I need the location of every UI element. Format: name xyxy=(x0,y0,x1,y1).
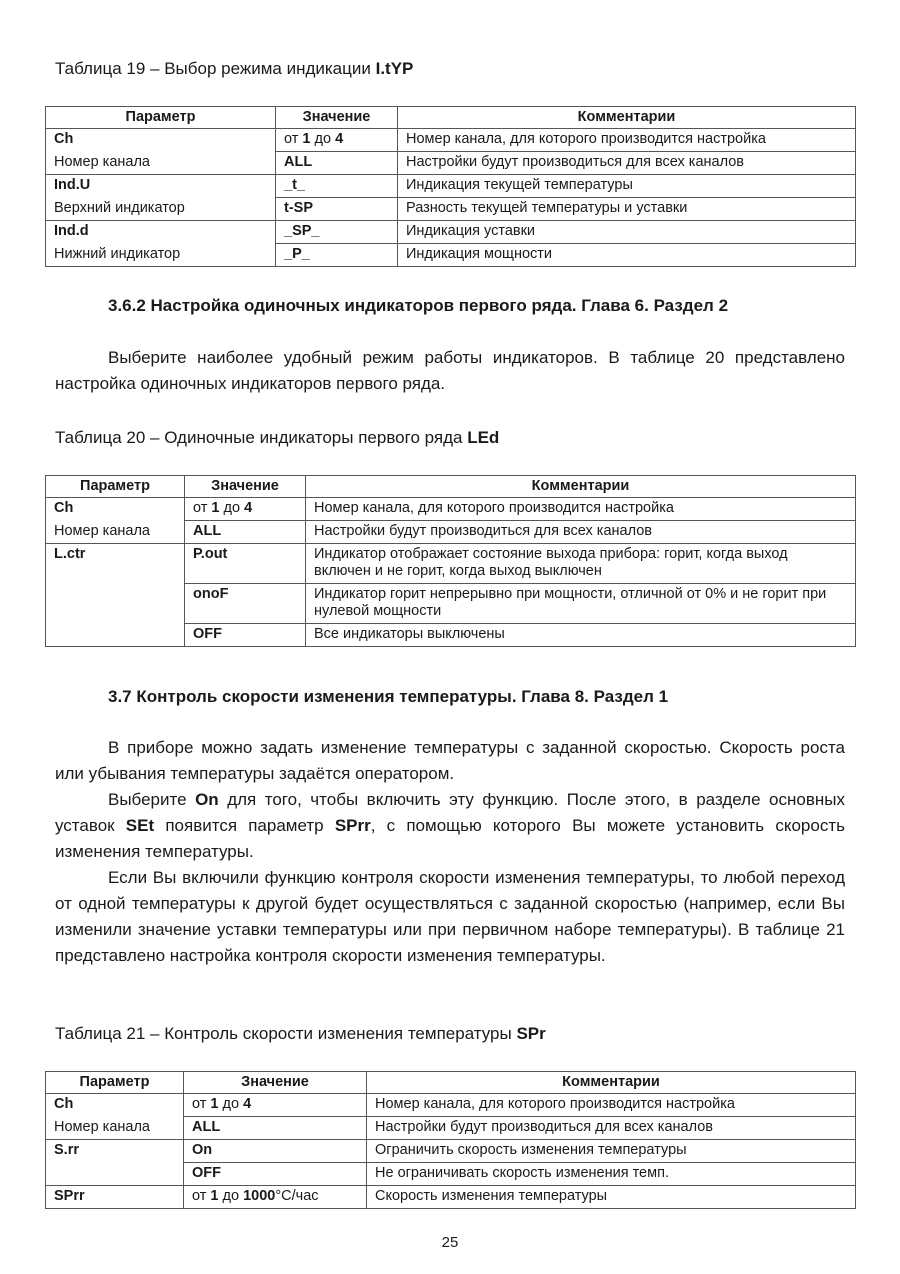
table-row xyxy=(46,584,856,624)
value-cell xyxy=(185,584,306,624)
param-cell xyxy=(46,175,276,198)
text: , с помощью которого Вы можете установить скорость изменения температуры. xyxy=(55,816,845,861)
table21 xyxy=(45,1071,856,1209)
value-cell xyxy=(276,175,398,198)
table-row xyxy=(46,1140,856,1163)
table-row xyxy=(46,1163,856,1186)
page-number: 25 xyxy=(441,1234,459,1251)
param-code: Ind.U xyxy=(54,177,91,193)
param-code: SPrr xyxy=(54,1188,85,1204)
comment-cell: Индикатор горит непрерывно при мощности, отличной от 0% и не горит при нулевой мощности xyxy=(306,584,856,624)
table-row xyxy=(46,152,856,175)
caption-code: LEd xyxy=(467,428,500,447)
comment-cell: Настройки будут производиться для всех каналов xyxy=(306,521,856,544)
column-header: Значение xyxy=(184,1072,367,1094)
table21-caption xyxy=(55,1024,546,1044)
param-cell xyxy=(46,198,276,221)
comment-cell: Номер канала, для которого производится настройка xyxy=(306,498,856,521)
param-code: Ch xyxy=(54,1096,74,1112)
param-cell xyxy=(46,1140,184,1163)
param-cell xyxy=(46,129,276,152)
table-row xyxy=(46,1094,856,1117)
param-name: Номер канала xyxy=(54,153,150,170)
comment-cell: Не ограничивать скорость изменения темп. xyxy=(367,1163,856,1186)
param-cell xyxy=(46,244,276,267)
header-row xyxy=(46,476,856,498)
caption-text: Таблица 19 – Выбор режима индикации xyxy=(55,59,376,78)
value-cell xyxy=(185,544,306,584)
value-cell xyxy=(185,521,306,544)
bold-text: On xyxy=(195,790,219,809)
table-row xyxy=(46,198,856,221)
bold-text: 1 xyxy=(302,131,311,147)
param-cell xyxy=(46,521,185,544)
value-cell xyxy=(185,498,306,521)
param-cell xyxy=(46,624,185,647)
table-row xyxy=(46,244,856,267)
column-header: Значение xyxy=(185,476,306,498)
table-row xyxy=(46,175,856,198)
comment-cell: Скорость изменения температуры xyxy=(367,1186,856,1209)
param-code: S.rr xyxy=(54,1142,79,1158)
bold-text: _t_ xyxy=(284,177,305,193)
table-row xyxy=(46,1117,856,1140)
table-row xyxy=(46,129,856,152)
param-cell xyxy=(46,152,276,175)
bold-text: 1 xyxy=(210,1188,219,1204)
bold-text: P.out xyxy=(193,546,228,562)
bold-text: 4 xyxy=(244,500,253,516)
section-37-body xyxy=(55,735,845,969)
comment-cell: Номер канала, для которого производится настройка xyxy=(367,1094,856,1117)
comment-cell: Индикация текущей температуры xyxy=(398,175,856,198)
column-header: Комментарии xyxy=(367,1072,856,1094)
header-row xyxy=(46,107,856,129)
table19-caption xyxy=(55,59,413,79)
bold-text: On xyxy=(192,1142,213,1158)
bold-text: SEt xyxy=(125,816,155,835)
caption-text: Таблица 20 – Одиночные индикаторы первого ряда xyxy=(55,428,468,447)
table19 xyxy=(45,106,856,267)
param-cell xyxy=(46,221,276,244)
table20-caption xyxy=(55,428,499,448)
caption-code: SPr xyxy=(516,1024,546,1043)
header-row xyxy=(46,1072,856,1094)
param-cell xyxy=(46,1094,184,1117)
text: Выберите xyxy=(108,790,196,809)
param-cell xyxy=(46,1163,184,1186)
paragraph: Выберите наиболее удобный режим работы индикаторов. В таблице 20 представлено настройка одиночных индикаторов первого ряда. xyxy=(55,348,845,393)
value-cell xyxy=(276,244,398,267)
param-code: Ch xyxy=(54,131,74,147)
section-37-heading: 3.7 Контроль скорости изменения температуры. Глава 8. Раздел 1 xyxy=(108,687,669,706)
column-header: Комментарии xyxy=(306,476,856,498)
comment-cell: Номер канала, для которого производится настройка xyxy=(398,129,856,152)
table-row xyxy=(46,221,856,244)
comment-cell: Разность текущей температуры и уставки xyxy=(398,198,856,221)
table-row xyxy=(46,624,856,647)
text: от xyxy=(284,131,303,147)
comment-cell: Настройки будут производиться для всех каналов xyxy=(398,152,856,175)
comment-cell: Индикация уставки xyxy=(398,221,856,244)
bold-text: 4 xyxy=(243,1096,252,1112)
text: до xyxy=(310,131,336,147)
value-cell xyxy=(276,221,398,244)
value-cell xyxy=(184,1117,367,1140)
value-cell xyxy=(185,624,306,647)
column-header: Комментарии xyxy=(398,107,856,129)
param-cell xyxy=(46,584,185,624)
bold-text: ALL xyxy=(284,154,313,170)
bold-text: OFF xyxy=(193,626,222,642)
text: В приборе можно задать изменение температуры с заданной скоростью. Скорость роста или убывания температуры задаётся оператором. xyxy=(55,738,845,783)
value-cell xyxy=(276,129,398,152)
value-cell xyxy=(276,152,398,175)
text: от xyxy=(192,1188,211,1204)
value-cell xyxy=(276,198,398,221)
text: от xyxy=(193,500,212,516)
param-code: L.ctr xyxy=(54,546,86,562)
paragraph xyxy=(55,865,845,969)
caption-text: Таблица 21 – Контроль скорости изменения температуры xyxy=(55,1024,517,1043)
table20 xyxy=(45,475,856,647)
param-name: Нижний индикатор xyxy=(54,245,181,262)
text: до xyxy=(218,1188,244,1204)
bold-text: ALL xyxy=(193,523,222,539)
table-row xyxy=(46,498,856,521)
bold-text: onoF xyxy=(193,586,229,602)
bold-text: t-SP xyxy=(284,200,313,216)
param-name: Номер канала xyxy=(54,522,150,539)
param-code: Ch xyxy=(54,500,74,516)
text: Если Вы включили функцию контроля скорости изменения температуры, то любой переход от одной температуры к другой будет осуществляться с заданной скоростью (например, если Вы изменили значение уставки температуры или при первичном наборе температуры). В таблице 21 представлено настройка контроля скорости изменения температуры. xyxy=(55,868,845,965)
comment-cell: Индикация мощности xyxy=(398,244,856,267)
bold-text: 1 xyxy=(211,500,220,516)
comment-cell: Все индикаторы выключены xyxy=(306,624,856,647)
param-cell xyxy=(46,544,185,584)
comment-cell: Ограничить скорость изменения температуры xyxy=(367,1140,856,1163)
param-name: Верхний индикатор xyxy=(54,199,185,216)
text: до xyxy=(219,500,245,516)
table-row xyxy=(46,544,856,584)
comment-cell: Настройки будут производиться для всех каналов xyxy=(367,1117,856,1140)
column-header: Значение xyxy=(276,107,398,129)
bold-text: _SP_ xyxy=(284,223,320,239)
text: появится параметр xyxy=(154,816,335,835)
section-362-paragraph xyxy=(55,345,845,397)
bold-text: 1000 xyxy=(243,1188,276,1204)
value-cell xyxy=(184,1094,367,1117)
value-cell xyxy=(184,1186,367,1209)
table-row xyxy=(46,521,856,544)
paragraph xyxy=(55,735,845,787)
comment-cell: Индикатор отображает состояние выхода прибора: горит, когда выход включен и не горит, когда выход выключен xyxy=(306,544,856,584)
column-header: Параметр xyxy=(46,476,185,498)
bold-text: 1 xyxy=(210,1096,219,1112)
bold-text: OFF xyxy=(192,1165,221,1181)
bold-text: 4 xyxy=(335,131,344,147)
paragraph xyxy=(55,787,845,865)
param-name: Номер канала xyxy=(54,1118,150,1135)
text: от xyxy=(192,1096,211,1112)
text: °С/час xyxy=(275,1188,319,1204)
table-row xyxy=(46,1186,856,1209)
param-code: Ind.d xyxy=(54,223,89,239)
param-cell xyxy=(46,498,185,521)
bold-text: SPrr xyxy=(334,816,371,835)
text: до xyxy=(218,1096,244,1112)
section-362-heading: 3.6.2 Настройка одиночных индикаторов первого ряда. Глава 6. Раздел 2 xyxy=(108,296,729,315)
text: для того, чтобы включить эту функцию. После этого, в разделе основных уставок xyxy=(55,790,845,835)
bold-text: _P_ xyxy=(284,246,310,262)
bold-text: ALL xyxy=(192,1119,221,1135)
column-header: Параметр xyxy=(46,1072,184,1094)
value-cell xyxy=(184,1140,367,1163)
value-cell xyxy=(184,1163,367,1186)
column-header: Параметр xyxy=(46,107,276,129)
param-cell xyxy=(46,1117,184,1140)
caption-code: I.tYP xyxy=(375,59,414,78)
param-cell xyxy=(46,1186,184,1209)
